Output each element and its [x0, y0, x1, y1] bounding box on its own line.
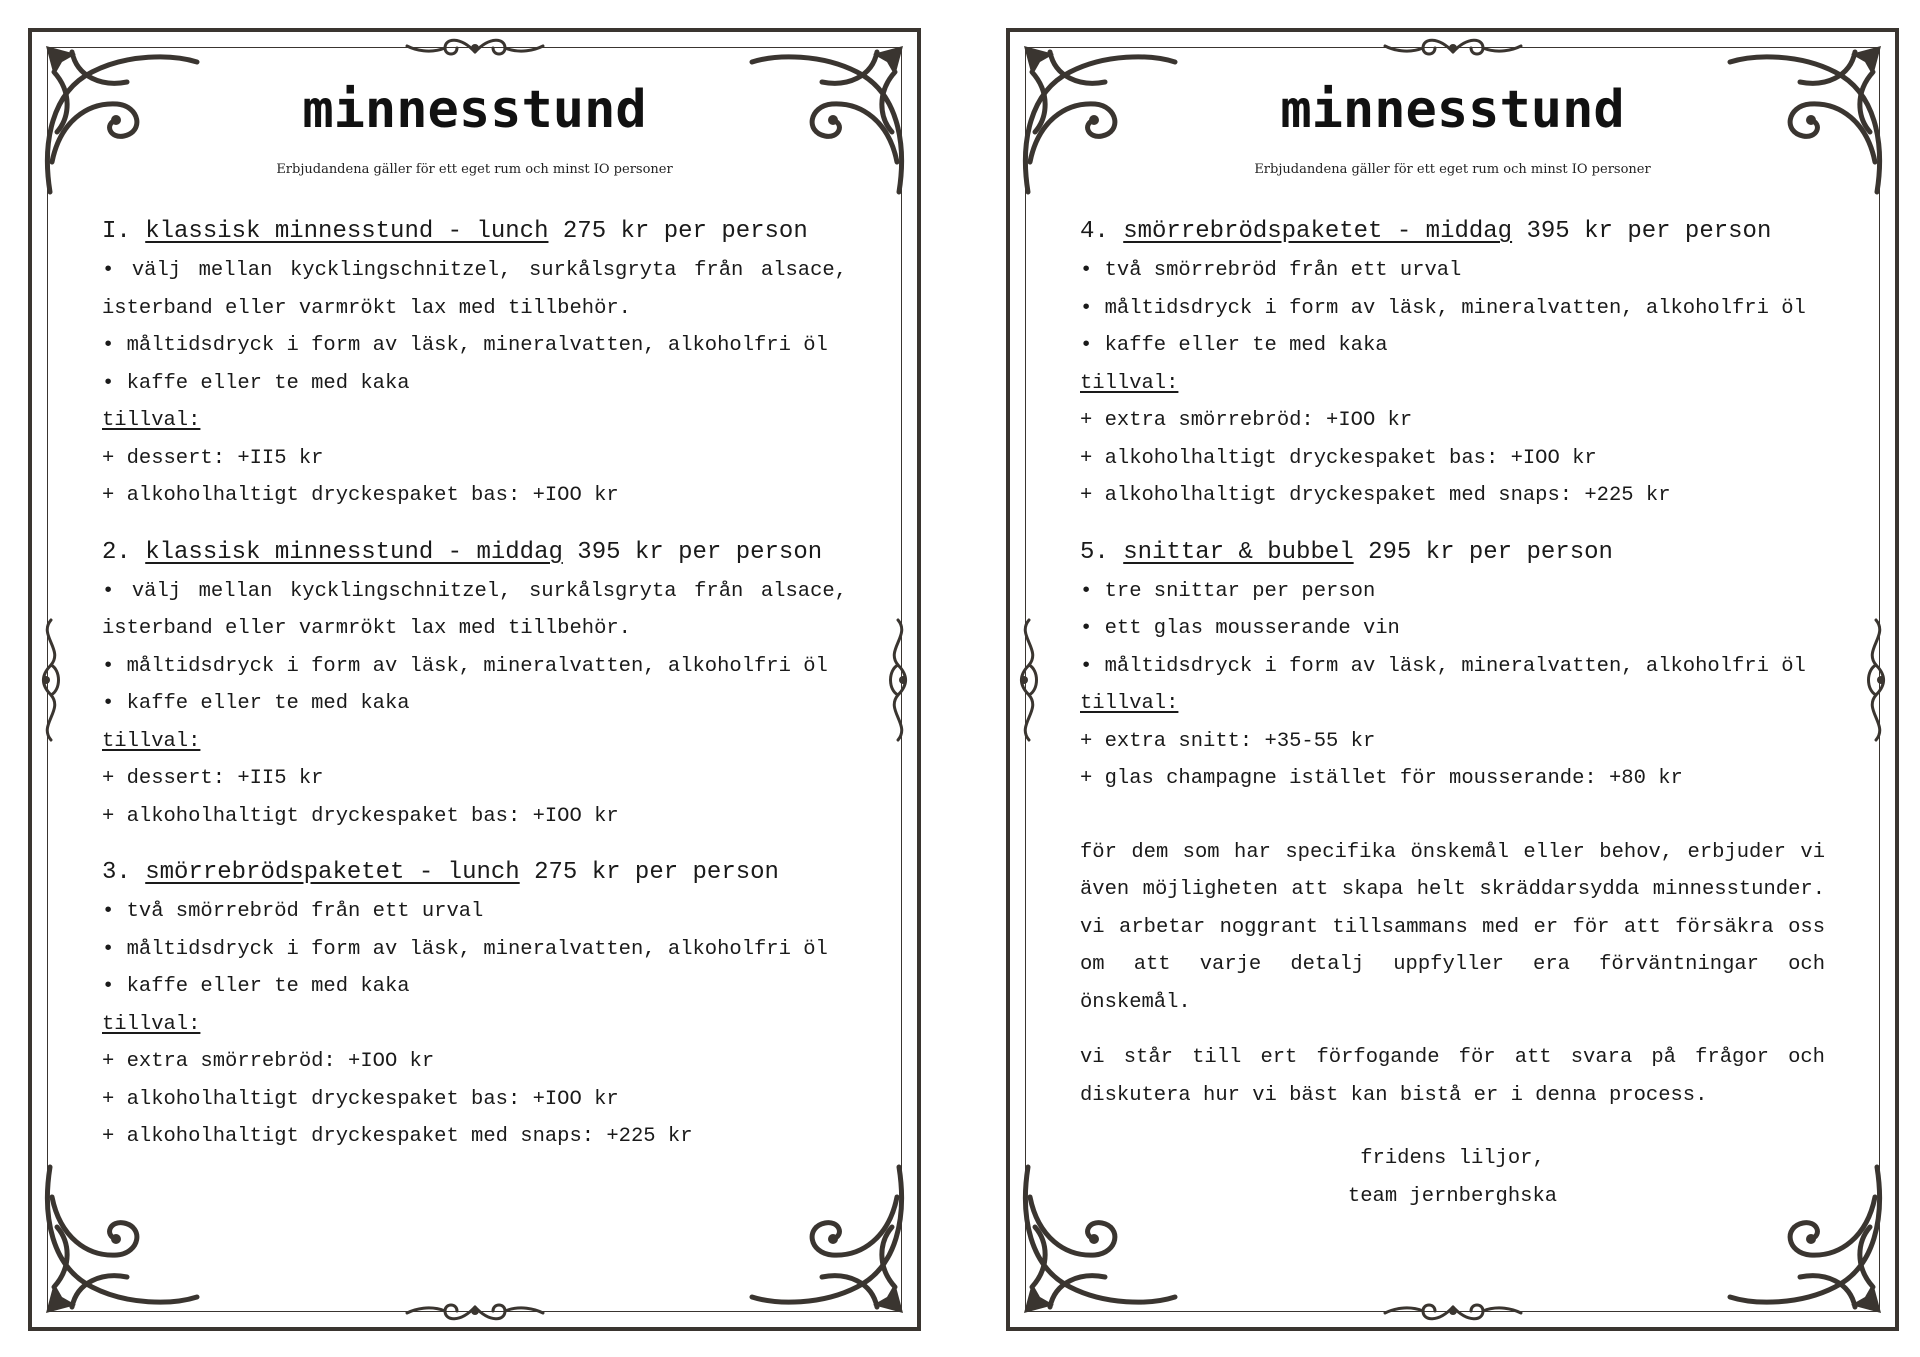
- spacer: [1080, 1021, 1825, 1039]
- signoff-greeting: fridens liljor,: [1360, 1147, 1545, 1170]
- section-number: 4.: [1080, 218, 1109, 245]
- option-item: + alkoholhaltigt dryckespaket bas: +IOO kr: [102, 804, 619, 828]
- list-item: • välj mellan kycklingschnitzel, surkålsgryta från alsace, isterband eller varmrökt lax med tillbehör.: [102, 259, 847, 320]
- section-name: smörrebrödspaketet - middag: [1123, 218, 1513, 245]
- corner-ornament-icon: [32, 1147, 212, 1327]
- page-subtitle: Erbjudandena gäller för ett eget rum och minst IO personer: [276, 162, 673, 177]
- option-item: + glas champagne istället för mousserande: +80 kr: [1080, 767, 1683, 790]
- custom-requests-paragraph: för dem som har specifika önskemål eller behov, erbjuder vi även möjligheten att skapa helt skräddarsydda minnesstunder. vi arbetar noggrant tillsammans med er för att försäkra oss om att varje detalj uppfyller era förväntningar och önskemål.: [1080, 840, 1825, 1014]
- menu-section: [102, 533, 847, 836]
- corner-ornament-icon: [737, 1147, 917, 1327]
- menu-section: [102, 212, 847, 515]
- section-name: smörrebrödspaketet - lunch: [145, 859, 520, 886]
- contact-paragraph: vi står till ert förfogande för att svara på frågor och diskutera hur vi bäst kan bistå er i denna process.: [1080, 1046, 1825, 1107]
- spacer: [1080, 816, 1825, 834]
- option-item: + extra smörrebröd: +IOO kr: [1080, 409, 1413, 432]
- options-label: tillval:: [1080, 371, 1179, 395]
- section-name: klassisk minnesstund - lunch: [145, 218, 549, 245]
- section-heading: [102, 533, 847, 573]
- option-item: + dessert: +II5 kr: [102, 767, 324, 790]
- list-item: • två smörrebröd från ett urval: [1080, 259, 1462, 282]
- list-item: • kaffe eller te med kaka: [102, 371, 410, 395]
- list-item: • måltidsdryck i form av läsk, mineralvatten, alkoholfri öl: [1080, 296, 1806, 320]
- section-number: 5.: [1080, 538, 1109, 566]
- section-name: snittar & bubbel: [1123, 538, 1354, 566]
- section-price: 395 kr per person: [577, 538, 823, 566]
- option-item: + alkoholhaltigt dryckespaket bas: +IOO kr: [102, 1087, 619, 1111]
- list-item: • måltidsdryck i form av läsk, mineralvatten, alkoholfri öl: [102, 334, 828, 357]
- section-price: 275 kr per person: [534, 859, 779, 886]
- bottom-flourish-icon: [405, 1299, 545, 1325]
- page-title: minnesstund: [1280, 80, 1625, 140]
- side-flourish-icon: [1014, 615, 1044, 745]
- options-label: tillval:: [102, 1012, 201, 1036]
- options-label: tillval:: [102, 409, 201, 432]
- option-item: + dessert: +II5 kr: [102, 446, 324, 470]
- side-flourish-icon: [36, 615, 66, 745]
- section-price: 295 kr per person: [1368, 538, 1613, 566]
- menu-section: [1080, 533, 1825, 798]
- bottom-flourish-icon: [1383, 1299, 1523, 1325]
- side-flourish-icon: [883, 615, 913, 745]
- list-item: • tre snittar per person: [1080, 579, 1376, 603]
- top-flourish-icon: [1383, 34, 1523, 60]
- option-item: + alkoholhaltigt dryckespaket med snaps: +225 kr: [102, 1125, 693, 1148]
- option-item: + alkoholhaltigt dryckespaket bas: +IOO kr: [102, 484, 619, 507]
- list-item: • kaffe eller te med kaka: [102, 975, 410, 998]
- list-item: • kaffe eller te med kaka: [102, 692, 410, 715]
- menu-content: [1080, 212, 1825, 1215]
- section-heading: [102, 212, 847, 252]
- list-item: • kaffe eller te med kaka: [1080, 334, 1388, 357]
- list-item: • måltidsdryck i form av läsk, mineralvatten, alkoholfri öl: [1080, 654, 1806, 678]
- section-heading: [1080, 533, 1825, 573]
- menu-page-right: [1006, 28, 1899, 1331]
- options-label: tillval:: [102, 729, 201, 753]
- section-price: 395 kr per person: [1526, 218, 1772, 245]
- signoff-team: team jernberghska: [1347, 1184, 1558, 1208]
- menu-section: [102, 853, 847, 1156]
- section-heading: [1080, 212, 1825, 252]
- menu-section: [1080, 212, 1825, 515]
- option-item: + extra snitt: +35-55 kr: [1080, 729, 1376, 753]
- menu-content: [102, 212, 847, 1174]
- option-item: + extra smörrebröd: +IOO kr: [102, 1050, 435, 1073]
- top-flourish-icon: [405, 34, 545, 60]
- section-number: 3.: [102, 859, 131, 886]
- signoff: [1080, 1140, 1825, 1215]
- list-item: • välj mellan kycklingschnitzel, surkålsgryta från alsace, isterband eller varmrökt lax med tillbehör.: [102, 579, 847, 640]
- menu-page-left: [28, 28, 921, 1331]
- side-flourish-icon: [1861, 615, 1891, 745]
- list-item: • två smörrebröd från ett urval: [102, 900, 484, 923]
- list-item: • ett glas mousserande vin: [1080, 617, 1400, 640]
- section-heading: [102, 853, 847, 893]
- section-number: I.: [102, 218, 131, 245]
- page-subtitle: Erbjudandena gäller för ett eget rum och minst IO personer: [1254, 162, 1651, 177]
- list-item: • måltidsdryck i form av läsk, mineralvatten, alkoholfri öl: [102, 937, 828, 961]
- page-title: minnesstund: [302, 80, 647, 140]
- section-name: klassisk minnesstund - middag: [145, 538, 563, 566]
- option-item: + alkoholhaltigt dryckespaket med snaps: +225 kr: [1080, 484, 1671, 507]
- options-label: tillval:: [1080, 692, 1179, 715]
- option-item: + alkoholhaltigt dryckespaket bas: +IOO kr: [1080, 446, 1597, 470]
- section-number: 2.: [102, 538, 131, 566]
- section-price: 275 kr per person: [562, 218, 808, 245]
- list-item: • måltidsdryck i form av läsk, mineralvatten, alkoholfri öl: [102, 654, 828, 678]
